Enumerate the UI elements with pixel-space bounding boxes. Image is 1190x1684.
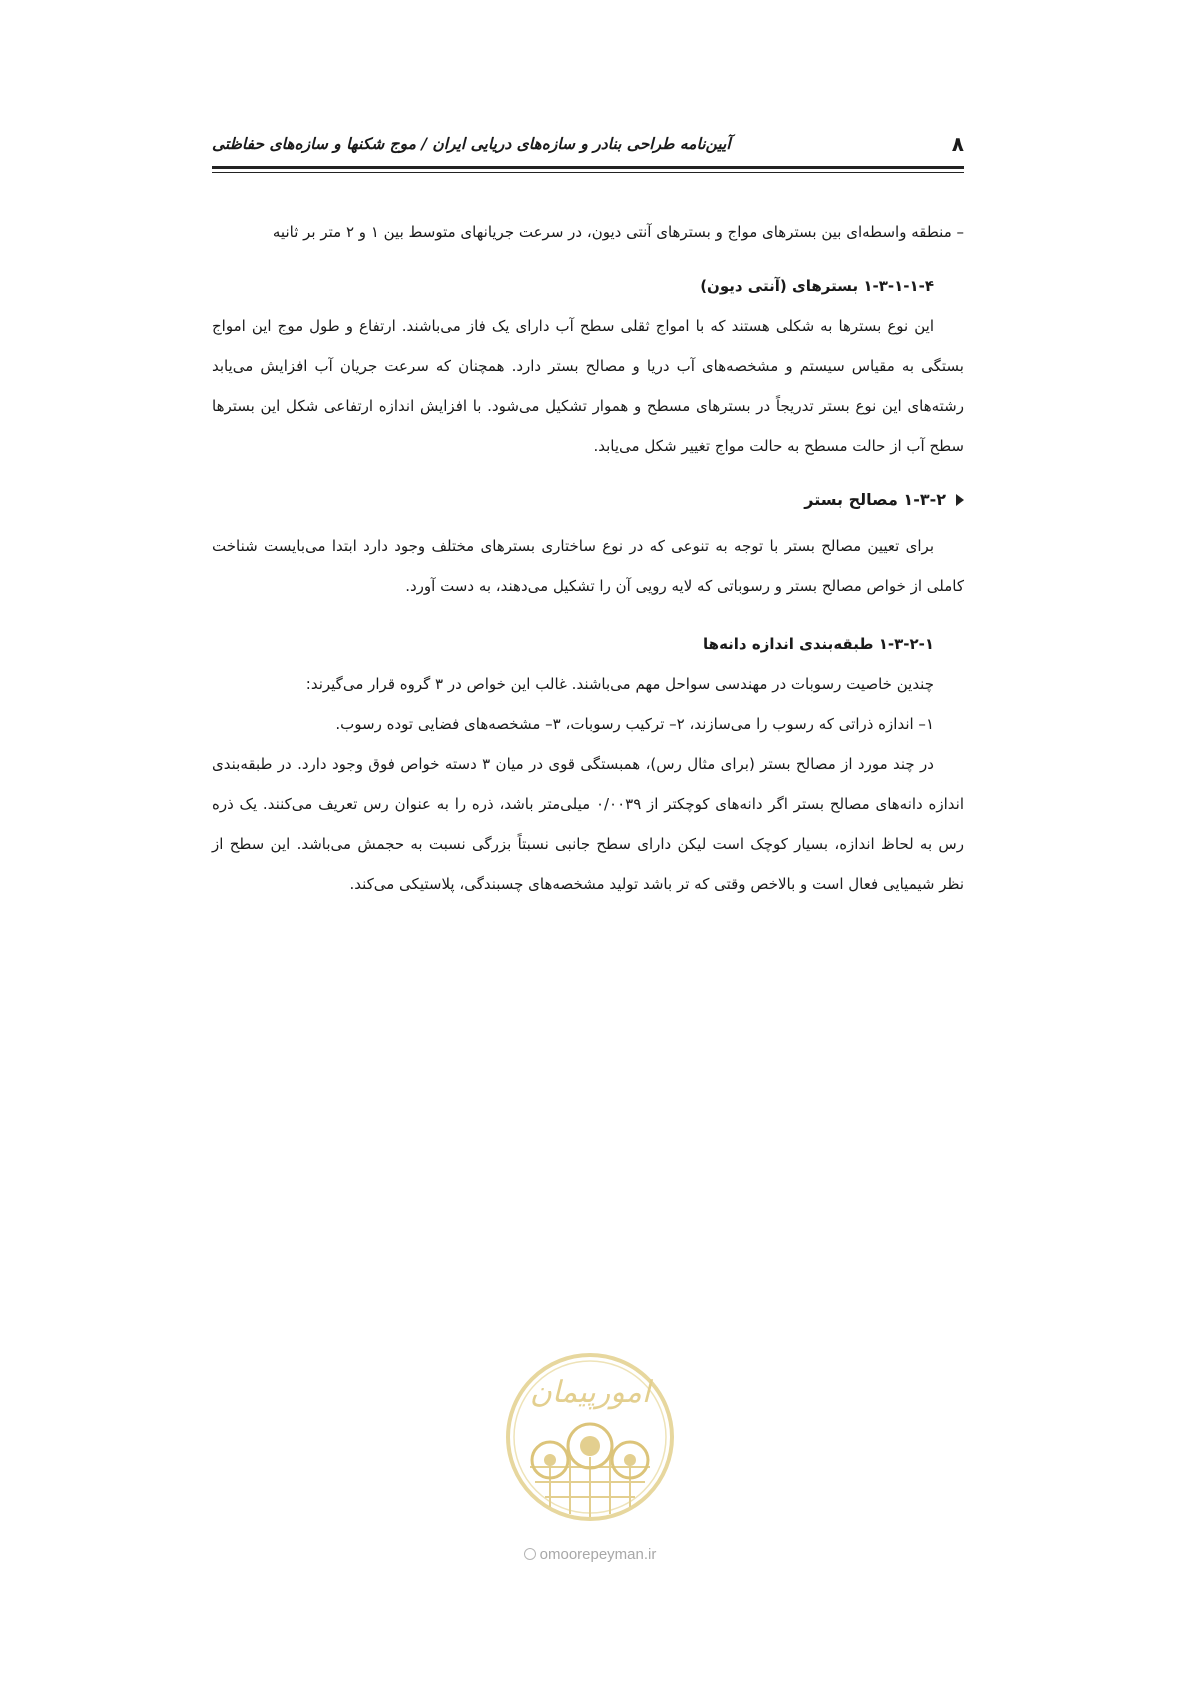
running-header-title: آیین‌نامه طراحی بنادر و سازه‌های دریایی ایران / موج شکنها و سازه‌های حفاظتی <box>212 134 731 153</box>
heading-antidune: ۱-۳-۱-۱-۴ بسترهای (آنتی دیون) <box>700 277 934 295</box>
heading-bed-materials-text: ۱-۳-۲ مصالح بستر <box>804 490 946 509</box>
body-content <box>212 212 964 904</box>
header-rule-thick <box>212 166 964 169</box>
header-rule-thin <box>212 172 964 173</box>
intro-paragraph: – منطقه واسطه‌ای بین بسترهای مواج و بسترهای آنتی دیون، در سرعت جریانهای متوسط بین ۱ و ۲ متر بر ثانیه <box>272 223 964 241</box>
watermark-logo-text: امورپیمان <box>529 1375 651 1410</box>
watermark-url <box>490 1546 690 1563</box>
grain-size-paragraph-3: در چند مورد از مصالح بستر (برای مثال رس)، همبستگی قوی در میان ۳ دسته خواص فوق وجود دارد. در طبقه‌بندی اندازه دانه‌های مصالح بستر اگر دانه‌های کوچکتر از ۰/۰۰۳۹ میلی‌متر باشد، ذره را به عنوان رس تعریف می‌کنند. یک ذره رس به لحاظ اندازه، بسیار کوچک است لیکن دارای سطح جانبی نسبتاً بزرگی نسبت به حجمش می‌باشد. این سطح از نظر شیمیایی فعال است و بالاخص وقتی که تر باشد تولید مشخصه‌های چسبندگی، پلاستیکی می‌کند. <box>212 755 964 893</box>
antidune-paragraph: این نوع بسترها به شکلی هستند که با امواج ثقلی سطح آب دارای یک فاز می‌باشند. ارتفاع و طول موج این امواج بستگی به مقیاس سیستم و مشخصه‌های آب دریا و مصالح بستر دارد. همچنان که سرعت جریان آب افزایش می‌یابد رشته‌های این نوع بستر تدریجاً در بسترهای مسطح و هموار تشکیل می‌شود. با افزایش اندازه ارتفاعی شکل این بسترها سطح آب از حالت مسطح به حالت مواج تغییر شکل می‌یابد. <box>212 317 964 455</box>
grain-size-paragraph-1: چندین خاصیت رسوبات در مهندسی سواحل مهم می‌باشند. غالب این خواص در ۳ گروه قرار می‌گیرند: <box>305 675 934 693</box>
running-header <box>212 128 964 160</box>
bed-materials-paragraph: برای تعیین مصالح بستر با توجه به تنوعی که در نوع ساختاری بسترهای مختلف وجود دارد ابتدا می‌بایست شناخت کاملی از خواص مصالح بستر و رسوباتی که لایه رویی آن را تشکیل می‌دهند، به دست آورد. <box>212 537 964 595</box>
grain-size-paragraph-2: ۱– اندازه ذراتی که رسوب را می‌سازند، ۲– ترکیب رسوبات، ۳– مشخصه‌های فضایی توده رسوب. <box>335 715 934 733</box>
omoorepeyman-logo-watermark <box>490 1342 690 1542</box>
globe-icon <box>524 1548 536 1560</box>
page-number: ۸ <box>951 132 964 156</box>
heading-bed-materials <box>212 480 964 520</box>
heading-grain-size: ۱-۳-۲-۱ طبقه‌بندی اندازه دانه‌ها <box>703 635 934 653</box>
watermark-url-text: omoorepeyman.ir <box>539 1546 657 1563</box>
section-arrow-icon <box>956 494 964 506</box>
